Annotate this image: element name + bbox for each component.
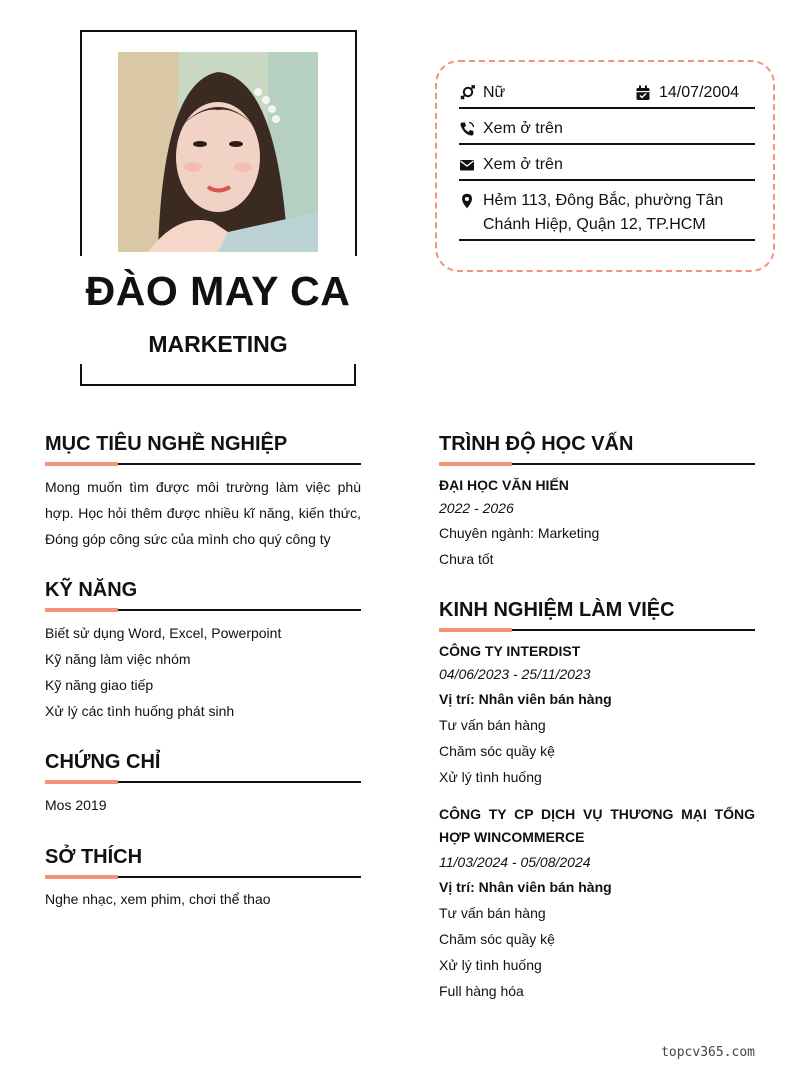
location-pin-icon — [459, 193, 475, 209]
gender-value: Nữ — [483, 84, 506, 101]
job-task: Tư vấn bán hàng — [439, 717, 546, 733]
phone-icon — [459, 121, 475, 137]
certificate-item: Mos 2019 — [45, 797, 107, 813]
mail-icon — [459, 157, 475, 173]
section-title-experience: KINH NGHIỆM LÀM VIỆC — [439, 599, 675, 621]
address-value: Hẻm 113, Đông Bắc, phường Tân Chánh Hiệp, Quận 12, TP.HCM — [483, 192, 724, 233]
contact-row-address — [459, 189, 755, 241]
photo-frame-bottom — [80, 364, 356, 386]
section-accent — [45, 462, 118, 466]
job-task: Xử lý tình huống — [439, 769, 542, 785]
section-accent — [45, 608, 118, 612]
contact-dob — [635, 81, 755, 105]
candidate-name: ĐÀO MAY CA — [85, 268, 351, 314]
email-value: Xem ở trên — [483, 156, 563, 173]
job-company: CÔNG TY CP DỊCH VỤ THƯƠNG MẠI TỔNG HỢP WINCOMMERCE — [439, 806, 755, 845]
skill-item: Biết sử dụng Word, Excel, Powerpoint — [45, 625, 282, 641]
job-task: Full hàng hóa — [439, 983, 524, 999]
skill-item: Xử lý các tình huống phát sinh — [45, 703, 235, 719]
section-accent — [45, 875, 118, 879]
job-position: Vị trí: Nhân viên bán hàng — [439, 691, 612, 707]
job-company: CÔNG TY INTERDIST — [439, 643, 581, 659]
section-accent — [439, 462, 512, 466]
skill-item: Kỹ năng làm việc nhóm — [45, 651, 191, 667]
contact-row-email — [459, 153, 755, 181]
section-title-objective: MỤC TIÊU NGHỀ NGHIỆP — [45, 433, 288, 455]
footer-watermark: topcv365.com — [661, 1045, 755, 1060]
calendar-icon — [635, 85, 651, 101]
job-period: 11/03/2024 - 05/08/2024 — [439, 854, 591, 870]
section-accent — [439, 628, 512, 632]
objective-text: Mong muốn tìm được môi trường làm việc phù hợp. Học hỏi thêm được nhiều kĩ năng, kiến thức, Đóng góp công sức của mình cho quý công ty — [45, 479, 361, 547]
gender-icon — [459, 85, 475, 101]
section-accent — [45, 780, 118, 784]
education-school: ĐẠI HỌC VĂN HIẾN — [439, 477, 569, 493]
section-title-hobbies: SỞ THÍCH — [45, 846, 143, 868]
job-task: Chăm sóc quầy kệ — [439, 743, 555, 759]
job-period: 04/06/2023 - 25/11/2023 — [439, 666, 591, 682]
job-task: Chăm sóc quầy kệ — [439, 931, 555, 947]
section-title-education: TRÌNH ĐỘ HỌC VẤN — [439, 433, 634, 455]
job-task: Tư vấn bán hàng — [439, 905, 546, 921]
profile-photo — [118, 52, 318, 252]
phone-value: Xem ở trên — [483, 120, 563, 137]
dob-value: 14/07/2004 — [659, 84, 740, 101]
contact-row-gender — [459, 81, 755, 109]
job-task: Xử lý tình huống — [439, 957, 542, 973]
education-major: Chuyên ngành: Marketing — [439, 525, 600, 541]
contact-box — [435, 60, 775, 272]
skill-item: Kỹ năng giao tiếp — [45, 677, 154, 693]
section-title-skills: KỸ NĂNG — [45, 579, 138, 601]
education-note: Chưa tốt — [439, 551, 494, 567]
contact-row-phone — [459, 117, 755, 145]
candidate-role: MARKETING — [148, 331, 288, 357]
job-position: Vị trí: Nhân viên bán hàng — [439, 879, 612, 895]
hobbies-text: Nghe nhạc, xem phim, chơi thể thao — [45, 891, 271, 907]
education-period: 2022 - 2026 — [439, 500, 514, 516]
section-title-certificates: CHỨNG CHỈ — [45, 751, 161, 773]
